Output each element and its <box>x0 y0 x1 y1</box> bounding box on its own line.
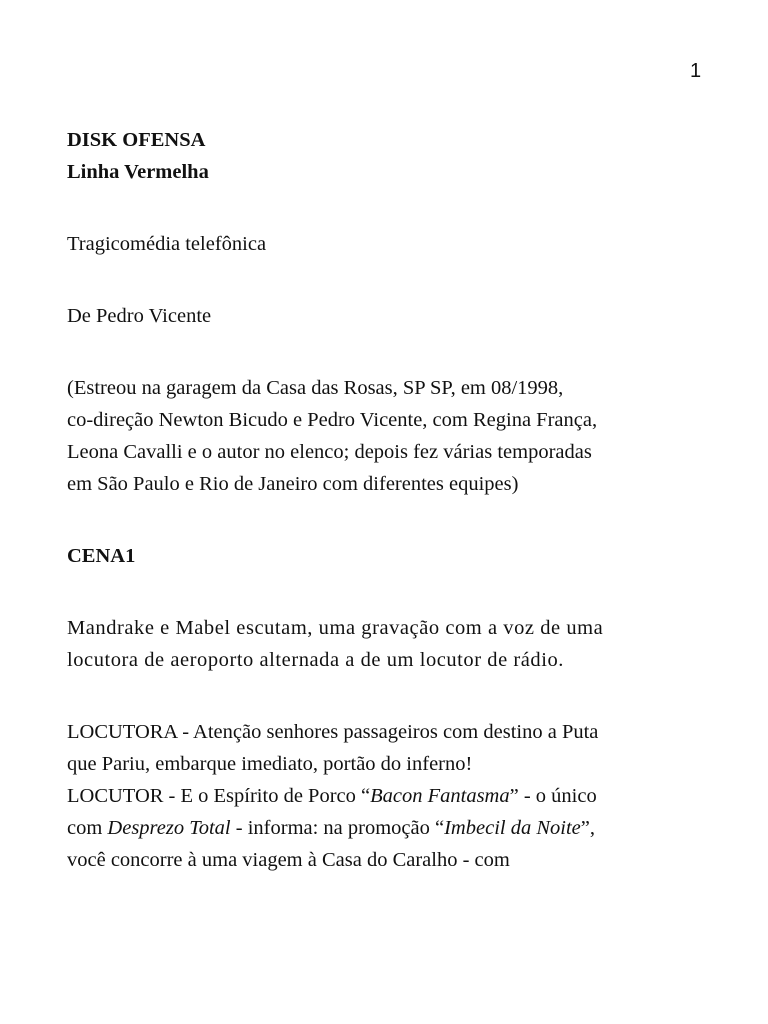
dialogue-locutora <box>67 716 717 748</box>
stage-direction-line: Mandrake e Mabel escutam, uma gravação com a voz de uma <box>67 617 604 639</box>
page-number: 1 <box>690 60 702 82</box>
play-subtitle: Linha Vermelha <box>67 161 209 183</box>
dialogue-text: você concorre à uma viagem à Casa do Caralho - com <box>67 849 510 871</box>
scene-heading: CENA1 <box>67 545 136 567</box>
dialogue-locutor-cont <box>67 812 717 844</box>
script-page <box>67 124 717 876</box>
premiere-line: em São Paulo e Rio de Janeiro com diferentes equipes) <box>67 473 519 495</box>
dialogue-italic: Bacon Fantasma <box>370 785 510 807</box>
premiere-line: Leona Cavalli e o autor no elenco; depois fez várias temporadas <box>67 441 592 463</box>
dialogue-text: ”, <box>580 817 595 839</box>
dialogue-locutor-cont <box>67 844 717 876</box>
dialogue-text: ” - o único <box>509 785 597 807</box>
premiere-line: (Estreou na garagem da Casa das Rosas, SP SP, em 08/1998, <box>67 377 564 399</box>
dialogue-text: que Pariu, embarque imediato, portão do inferno! <box>67 753 473 775</box>
dialogue-text: LOCUTORA - Atenção senhores passageiros com destino a Puta <box>67 721 599 743</box>
dialogue-text: com <box>67 817 108 839</box>
dialogue-italic: Desprezo Total <box>107 817 231 839</box>
dialogue-italic: Imbecil da Noite <box>444 817 581 839</box>
dialogue-text: - informa: na promoção “ <box>230 817 445 839</box>
play-author: De Pedro Vicente <box>67 305 212 327</box>
play-title: DISK OFENSA <box>67 129 206 151</box>
play-genre: Tragicomédia telefônica <box>67 233 267 255</box>
stage-direction-line: locutora de aeroporto alternada a de um locutor de rádio. <box>67 649 564 671</box>
dialogue-locutor <box>67 780 717 812</box>
dialogue-locutora-cont <box>67 748 717 780</box>
dialogue-text: LOCUTOR - E o Espírito de Porco “ <box>67 785 371 807</box>
premiere-line: co-direção Newton Bicudo e Pedro Vicente, com Regina França, <box>67 409 598 431</box>
